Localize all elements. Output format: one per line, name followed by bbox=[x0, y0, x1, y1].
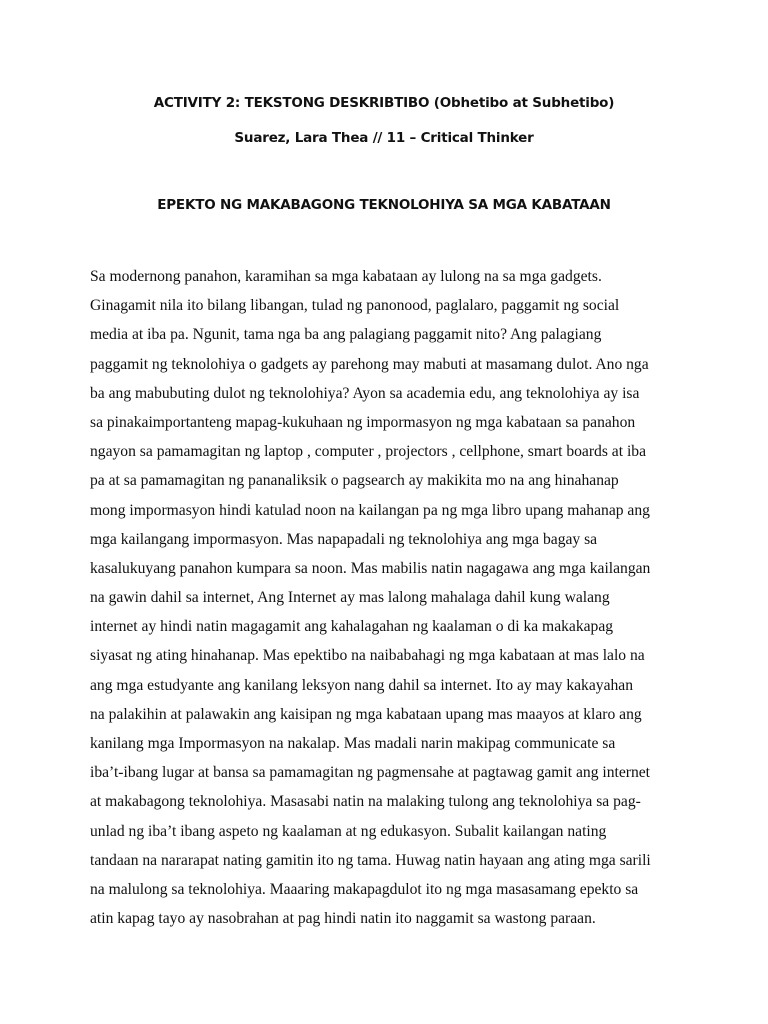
author-line: Suarez, Lara Thea // 11 – Critical Thinker bbox=[234, 130, 534, 146]
body-line: internet ay hindi natin magagamit ang kahalagahan ng kaalaman o di ka makakapag bbox=[90, 618, 614, 636]
body-line: paggamit ng teknolohiya o gadgets ay parehong may mabuti at masamang dulot. Ano nga bbox=[90, 355, 649, 373]
body-line: tandaan na nararapat nating gamitin ito ng tama. Huwag natin hayaan ang ating mga sarili bbox=[90, 851, 651, 869]
body-line: iba’t-ibang lugar at bansa sa pamamagitan ng pagmensahe at pagtawag gamit ang internet bbox=[90, 764, 651, 782]
essay-title: EPEKTO NG MAKABAGONG TEKNOLOHIYA SA MGA KABATAAN bbox=[157, 197, 611, 213]
activity-title: ACTIVITY 2: TEKSTONG DESKRIBTIBO (Obhetibo at Subhetibo) bbox=[153, 95, 615, 111]
body-line: unlad ng iba’t ibang aspeto ng kaalaman at ng edukasyon. Subalit kailangan nating bbox=[90, 822, 607, 840]
body-line: mga kailangang impormasyon. Mas napapadali ng teknolohiya ang mga bagay sa bbox=[90, 530, 598, 548]
body-line: na gawin dahil sa internet, Ang Internet ay mas lalong mahalaga dahil kung walang bbox=[90, 589, 610, 607]
body-line: media at iba pa. Ngunit, tama nga ba ang palagiang paggamit nito? Ang palagiang bbox=[90, 326, 602, 344]
body-line: ngayon sa pamamagitan ng laptop , computer , projectors , cellphone, smart boards at iba bbox=[90, 443, 647, 461]
body-line: na palakihin at palawakin ang kaisipan ng mga kabataan upang mas maayos at klaro ang bbox=[90, 705, 642, 723]
body-line: ba ang mabubuting dulot ng teknolohiya? Ayon sa academia edu, ang teknolohiya ay isa bbox=[90, 384, 640, 402]
body-line: Sa modernong panahon, karamihan sa mga kabataan ay lulong na sa mga gadgets. bbox=[90, 268, 602, 285]
body-line: Ginagamit nila ito bilang libangan, tulad ng panonood, paglalaro, paggamit ng social bbox=[90, 297, 620, 315]
body-line: na malulong sa teknolohiya. Maaaring makapagdulot ito ng mga masasamang epekto sa bbox=[90, 880, 639, 898]
essay-body bbox=[90, 262, 690, 933]
body-line: pa at sa pamamagitan ng pananaliksik o pagsearch ay makikita mo na ang hinahanap bbox=[90, 472, 619, 490]
body-line: kanilang mga Impormasyon na nakalap. Mas madali narin makipag communicate sa bbox=[90, 735, 616, 752]
body-line: siyasat ng ating hinahanap. Mas epektibo na naibabahagi ng mga kabataan at mas lalo na bbox=[90, 647, 645, 665]
body-line: atin kapag tayo ay nasobrahan at pag hindi natin ito naggamit sa wastong paraan. bbox=[90, 910, 596, 928]
body-line: mong impormasyon hindi katulad noon na kailangan pa ng mga libro upang mahanap ang bbox=[90, 501, 650, 519]
body-line: kasalukuyang panahon kumpara sa noon. Mas mabilis natin nagagawa ang mga kailangan bbox=[90, 559, 651, 577]
body-line: sa pinakaimportanteng mapag-kukuhaan ng impormasyon ng mga kabataan sa panahon bbox=[90, 413, 636, 431]
body-line: ang mga estudyante ang kanilang leksyon nang dahil sa internet. Ito ay may kakayahan bbox=[90, 676, 634, 694]
body-line: at makabagong teknolohiya. Masasabi natin na malaking tulong ang teknolohiya sa pag- bbox=[90, 793, 641, 811]
